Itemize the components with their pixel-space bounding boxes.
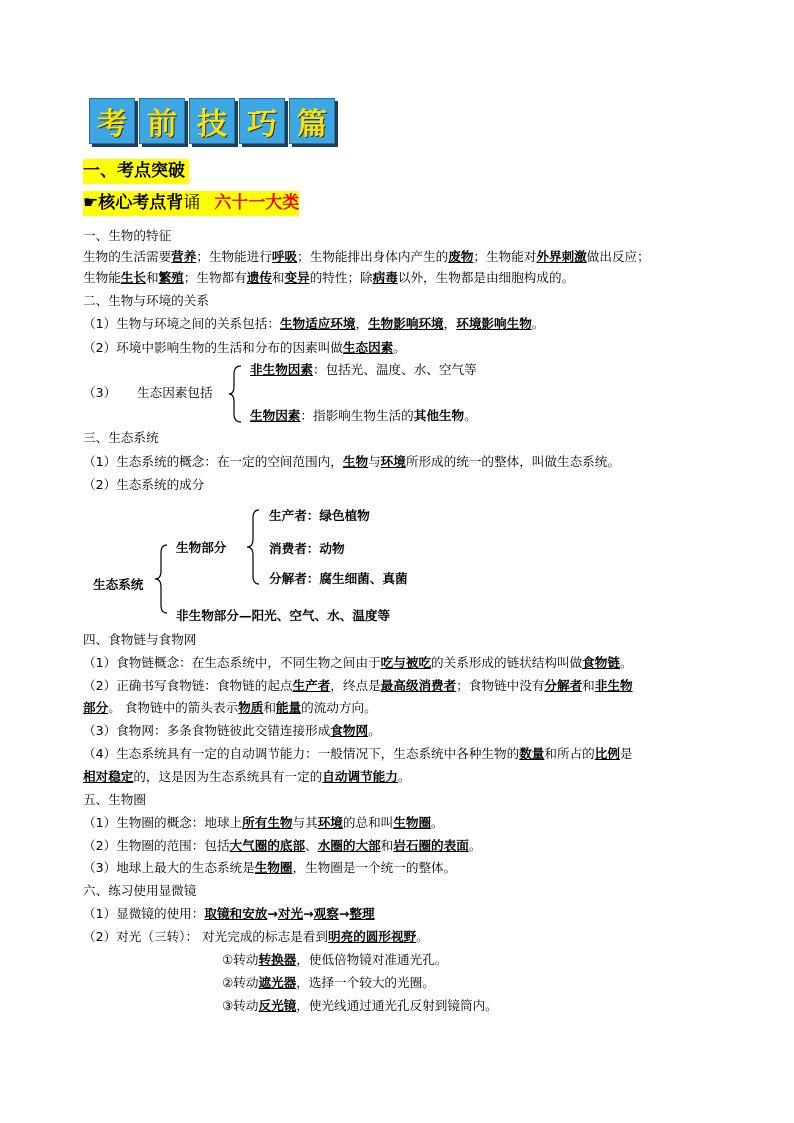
title-banner	[89, 98, 335, 144]
s5-heading: 五、生物圈	[83, 792, 146, 807]
s6-line3: ①转动转换器，使低倍物镜对准通光孔。	[222, 952, 448, 967]
s2-heading: 二、生物与环境的关系	[83, 293, 209, 308]
s2-brace-item2: 生物因素：指影响生物生活的其他生物。	[250, 408, 477, 423]
s2-line2: （2）环境中影响生物的生活和分布的因素叫做生态因素。	[83, 340, 406, 355]
s4-line4: （3）食物网：多条食物链彼此交错连接形成食物网。	[83, 723, 381, 738]
diagram-consumer: 消费者：动物	[269, 541, 345, 556]
s4-line6: 相对稳定的，这是因为生态系统具有一定的自动调节能力。	[83, 769, 411, 784]
heading-prefix: ☛核心考点背	[83, 193, 184, 213]
s5-line1: （1）生物圈的概念：地球上所有生物与其环境的总和叫生物圈。	[83, 815, 444, 830]
s3-line2: （2）生态系统的成分	[83, 477, 205, 492]
brace-icon	[229, 364, 243, 424]
s1-line1: 生物的生活需要营养；生物能进行呼吸；生物能排出身体内产生的废物；生物能对外界刺激做出反应；	[83, 249, 650, 264]
title-char: 前	[139, 98, 185, 144]
s5-line3: （3）地球上最大的生态系统是生物圈，生物圈是一个统一的整体。	[83, 860, 457, 875]
s4-line1: （1）食物链概念：在生态系统中，不同生物之间由于吃与被吃的关系形成的链状结构叫做食物链。	[83, 655, 633, 670]
brace-icon	[247, 508, 261, 586]
diagram-decomposer: 分解者：腐生细菌、真菌	[269, 571, 408, 586]
s6-heading: 六、练习使用显微镜	[83, 883, 197, 898]
s4-line2: （2）正确书写食物链：食物链的起点生产者，终点是最高级消费者；食物链中没有分解者和非生物	[83, 678, 633, 693]
s2-line3-num: （3）	[83, 385, 117, 400]
title-char: 篇	[289, 98, 335, 144]
heading-red: 六十一大类	[214, 193, 300, 213]
s4-line5: （4）生态系统具有一定的自动调节能力：一般情况下，生态系统中各种生物的数量和所占的比例是	[83, 746, 633, 761]
title-char: 考	[89, 98, 135, 144]
s6-line1: （1）显微镜的使用：取镜和安放→对光→观察→整理	[83, 906, 375, 921]
s3-heading: 三、生态系统	[83, 430, 159, 445]
s6-line5: ③转动反光镜，使光线通过通光孔反射到镜筒内。	[222, 998, 498, 1013]
s2-brace-item1: 非生物因素：包括光、温度、水、空气等	[250, 362, 477, 377]
diagram-bio: 生物部分	[176, 540, 227, 555]
title-char: 巧	[239, 98, 285, 144]
section-heading-1: 一、考点突破	[83, 159, 189, 184]
s2-line3-label: 生态因素包括	[137, 385, 213, 400]
diagram-root: 生态系统	[93, 577, 144, 592]
diagram-producer: 生产者：绿色植物	[269, 508, 370, 523]
brace-icon	[155, 543, 169, 615]
s1-heading: 一、生物的特征	[83, 228, 172, 243]
section-heading-2	[83, 191, 299, 216]
s5-line2: （2）生物圈的范围：包括大气圈的底部、水圈的大部和岩石圈的表面。	[83, 838, 482, 853]
s2-line1: （1）生物与环境之间的关系包括：生物适应环境，生物影响环境，环境影响生物。	[83, 316, 545, 331]
s4-heading: 四、食物链与食物网	[83, 632, 197, 647]
heading-prefix-end: 诵	[183, 193, 201, 213]
s3-line1: （1）生态系统的概念：在一定的空间范围内，生物与环境所形成的统一的整体，叫做生态系统。	[83, 454, 620, 469]
title-char: 技	[189, 98, 235, 144]
s4-line3: 部分。 食物链中的箭头表示物质和能量的流动方向。	[83, 700, 377, 715]
s1-line2: 生物能生长和繁殖；生物都有遗传和变异的特性；除病毒以外，生物都是由细胞构成的。	[83, 270, 575, 285]
s6-line4: ②转动遮光器，选择一个较大的光圈。	[222, 975, 435, 990]
s6-line2: （2）对光（三转）： 对光完成的标志是看到明亮的圆形视野。	[83, 929, 429, 944]
diagram-nonbio: 非生物部分—阳光、空气、水、温度等	[176, 608, 391, 623]
